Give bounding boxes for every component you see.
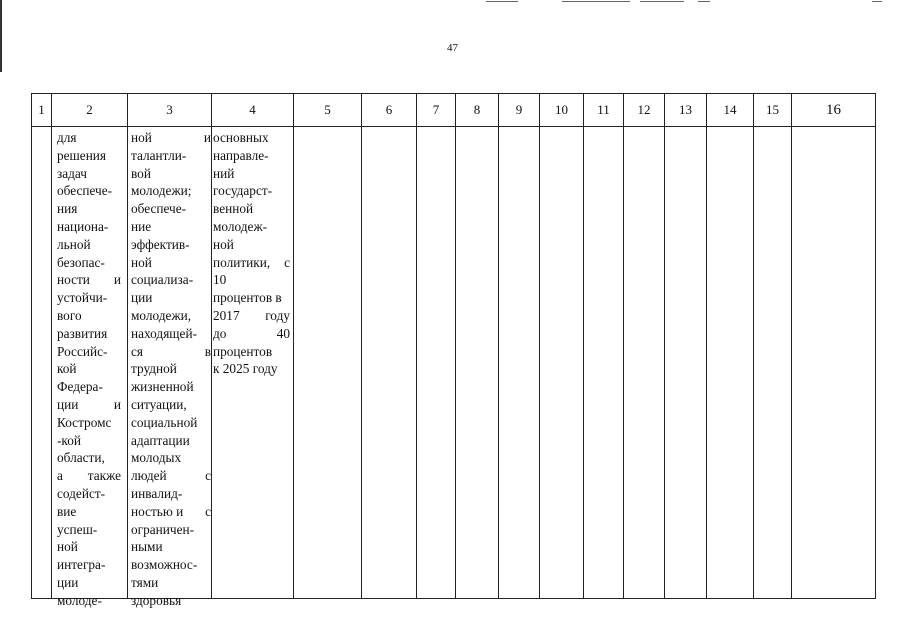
text-fragment: области, (57, 450, 105, 466)
text-fragment: эффектив- (131, 236, 190, 252)
column-border (498, 93, 499, 599)
text-line (57, 556, 121, 574)
text-line (57, 360, 121, 378)
text-fragment: задач (57, 165, 87, 181)
text-line (131, 218, 211, 236)
text-fragment: в (204, 343, 211, 359)
scan-artifact (698, 1, 710, 2)
column-border (753, 93, 754, 599)
text-fragment: году (265, 307, 290, 323)
column-header-8: 8 (473, 102, 481, 117)
text-line (57, 414, 121, 432)
text-fragment: тями (131, 574, 159, 590)
text-line (57, 236, 121, 254)
text-line (57, 485, 121, 503)
text-line (131, 236, 211, 254)
text-fragment: Федера- (57, 379, 103, 395)
text-fragment: направле- (213, 147, 269, 163)
text-fragment: ности (57, 272, 90, 288)
text-line (57, 147, 121, 165)
column-header-16: 16 (826, 101, 841, 118)
column-header-11: 11 (597, 102, 610, 117)
text-line (131, 307, 211, 325)
text-fragment: жизненной (131, 379, 194, 395)
text-fragment: обеспече- (57, 183, 113, 199)
text-line (57, 467, 121, 485)
text-fragment: талантли- (131, 147, 187, 163)
text-fragment: интегра- (57, 557, 106, 573)
text-line (57, 254, 121, 272)
text-line (57, 574, 121, 592)
column-header-14: 14 (723, 102, 737, 117)
text-fragment: безопас- (57, 254, 105, 270)
text-fragment: ции (57, 396, 79, 412)
text-fragment: ситуации, (131, 396, 187, 412)
text-fragment: ния (57, 201, 78, 217)
text-line (213, 236, 290, 254)
text-fragment: ции (57, 574, 79, 590)
text-line (57, 521, 121, 539)
text-line (57, 271, 121, 289)
text-line (213, 182, 290, 200)
column-border (51, 93, 52, 599)
text-fragment: Российс- (57, 343, 108, 359)
text-fragment: а (57, 468, 63, 484)
text-fragment: 40 (276, 325, 290, 341)
text-line (131, 467, 211, 485)
text-fragment: ной (131, 130, 152, 145)
text-line (131, 521, 211, 539)
column-border (127, 93, 128, 599)
text-line (131, 343, 211, 361)
column-header-10: 10 (555, 102, 568, 117)
column-4-text (213, 129, 290, 378)
text-line (57, 592, 121, 610)
text-fragment: национа- (57, 218, 109, 234)
text-line (57, 307, 121, 325)
text-line (131, 592, 211, 610)
text-line (57, 343, 121, 361)
text-line (213, 165, 290, 183)
text-line (213, 289, 290, 307)
text-fragment: находящей- (131, 325, 197, 341)
text-line (131, 271, 211, 289)
text-line (131, 574, 211, 592)
text-fragment: кой (57, 361, 77, 377)
text-line (131, 396, 211, 414)
text-fragment: и (113, 272, 121, 288)
text-fragment: здоровья (131, 592, 182, 608)
text-line (213, 200, 290, 218)
text-line (131, 165, 211, 183)
text-fragment: ции (131, 290, 153, 306)
text-fragment: ной (213, 236, 234, 252)
text-line (131, 556, 211, 574)
text-fragment: политики, (213, 254, 271, 270)
text-fragment: содейст- (57, 485, 106, 501)
text-line (131, 325, 211, 343)
column-header-2: 2 (86, 102, 93, 117)
text-line (213, 129, 290, 147)
column-border (623, 93, 624, 599)
text-line (131, 129, 211, 147)
text-line (131, 200, 211, 218)
text-fragment: вого (57, 307, 82, 323)
text-fragment: ными (131, 539, 163, 555)
text-fragment: -кой (57, 432, 81, 448)
text-line (57, 182, 121, 200)
text-line (213, 325, 290, 343)
text-fragment: успеш- (57, 521, 98, 537)
text-line (131, 538, 211, 556)
column-header-5: 5 (324, 102, 331, 117)
text-fragment: льной (57, 236, 91, 252)
text-fragment: молодеж- (213, 218, 268, 234)
text-fragment: ний (213, 165, 235, 181)
text-fragment: трудной (131, 361, 177, 377)
text-fragment: до (213, 325, 227, 341)
text-fragment: вие (57, 503, 77, 519)
text-fragment: молодежи; (131, 183, 192, 199)
text-line (213, 307, 290, 325)
text-fragment: вой (131, 165, 151, 181)
text-fragment: и (113, 396, 121, 412)
column-border (539, 93, 540, 599)
text-fragment: Костромс (57, 414, 112, 430)
text-fragment: решения (57, 147, 107, 163)
text-line (131, 147, 211, 165)
column-header-13: 13 (679, 102, 692, 117)
column-header-7: 7 (432, 102, 440, 117)
text-fragment: основных (213, 130, 269, 145)
text-fragment: ностью и (131, 503, 184, 519)
column-header-1: 1 (38, 102, 45, 117)
column-border (875, 93, 876, 599)
column-3-text (131, 129, 211, 610)
text-line (131, 360, 211, 378)
text-fragment: государст- (213, 183, 273, 199)
text-fragment: 10 (213, 272, 227, 288)
text-line (131, 503, 211, 521)
text-line (131, 254, 211, 272)
text-line (57, 289, 121, 307)
text-fragment: также (87, 468, 121, 484)
text-fragment: возможнос- (131, 557, 198, 573)
text-line (57, 396, 121, 414)
text-fragment: ной (131, 254, 152, 270)
text-line (131, 449, 211, 467)
text-line (131, 289, 211, 307)
text-fragment: ной (57, 539, 78, 555)
column-border (416, 93, 417, 599)
data-table (31, 93, 876, 608)
text-line (57, 218, 121, 236)
text-fragment: людей (131, 468, 167, 484)
text-fragment: устойчи- (57, 290, 108, 306)
column-border (211, 93, 212, 599)
scan-artifact (872, 1, 882, 2)
text-line (213, 254, 290, 272)
text-line (57, 325, 121, 343)
text-fragment: молоде- (57, 592, 102, 608)
text-fragment: с (205, 468, 211, 484)
text-fragment: молодых (131, 450, 182, 466)
text-fragment: инвалид- (131, 485, 183, 501)
text-fragment: венной (213, 201, 254, 217)
scan-artifact (562, 1, 630, 2)
column-border (706, 93, 707, 599)
text-fragment: социальной (131, 414, 198, 430)
text-fragment: к 2025 году (213, 361, 278, 377)
text-fragment: для (57, 130, 77, 145)
text-fragment: процентов в (213, 290, 282, 306)
text-fragment: ограничен- (131, 521, 195, 537)
text-line (131, 414, 211, 432)
text-fragment: ние (131, 218, 152, 234)
text-line (57, 200, 121, 218)
text-line (57, 165, 121, 183)
text-fragment: 2017 (213, 307, 240, 323)
column-header-6: 6 (385, 102, 393, 117)
column-header-12: 12 (637, 102, 651, 117)
column-border (455, 93, 456, 599)
text-fragment: с (284, 254, 290, 270)
scan-edge-line (0, 0, 2, 72)
text-line (131, 485, 211, 503)
text-line (213, 360, 290, 378)
column-border (293, 93, 294, 599)
text-line (213, 343, 290, 361)
column-header-15: 15 (766, 102, 779, 117)
column-header-3: 3 (166, 102, 173, 117)
header-divider (31, 126, 876, 127)
text-fragment: с (205, 503, 211, 519)
text-fragment: адаптации (131, 432, 190, 448)
text-fragment: и (203, 130, 211, 145)
text-fragment: молодежи, (131, 307, 192, 323)
text-fragment: социализа- (131, 272, 194, 288)
text-line (57, 129, 121, 147)
text-line (57, 449, 121, 467)
column-border (791, 93, 792, 599)
column-border (664, 93, 665, 599)
text-fragment: развития (57, 325, 108, 341)
column-2-text (57, 129, 121, 610)
text-line (213, 147, 290, 165)
column-border (361, 93, 362, 599)
column-header-9: 9 (515, 102, 523, 117)
text-line (57, 378, 121, 396)
text-line (57, 432, 121, 450)
text-line (57, 538, 121, 556)
text-fragment: процентов (213, 343, 273, 359)
scan-artifact (486, 1, 518, 2)
column-border (31, 93, 32, 599)
page-number: 47 (447, 42, 458, 54)
text-line (131, 378, 211, 396)
column-border (583, 93, 584, 599)
text-fragment: ся (131, 343, 144, 359)
text-line (131, 432, 211, 450)
text-line (131, 182, 211, 200)
text-fragment: обеспече- (131, 201, 187, 217)
scan-artifact (640, 1, 684, 2)
column-header-4: 4 (249, 102, 256, 117)
text-line (213, 218, 290, 236)
text-line (213, 271, 290, 289)
text-line (57, 503, 121, 521)
